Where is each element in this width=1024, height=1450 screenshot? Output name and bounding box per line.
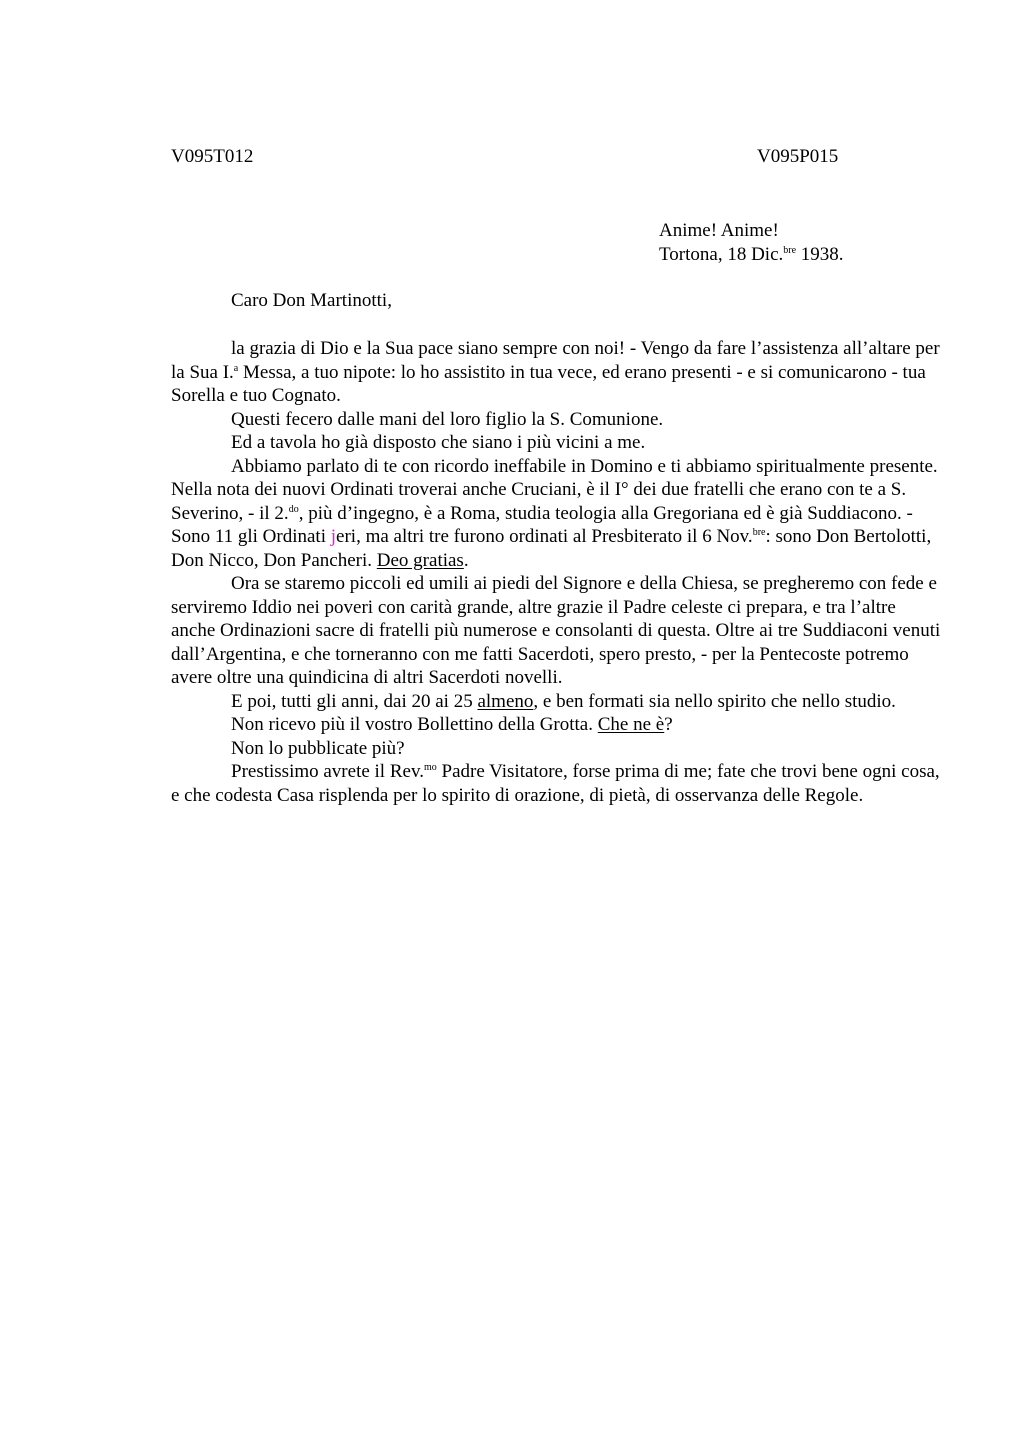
superscript: mo — [423, 762, 437, 773]
paragraph-8: Non lo pubblicate più? — [231, 737, 405, 759]
letter-body — [171, 337, 941, 807]
document-code-left: V095T012 — [171, 146, 254, 167]
dateline — [659, 219, 844, 267]
highlighted-letter: j — [330, 526, 337, 547]
underlined-phrase: Che ne è — [597, 714, 665, 735]
paragraph-4: Abbiamo parlato di te con ricordo ineffabile in Domino e ti abbiamo spiritualmente presente. Nella nota dei nuovi Ordinati troverai anche Cruciani, è il I° dei due fratelli che erano con te a S. Severino, - il 2.$^{do}$, più d’ingegno, è a Roma, studia teologia alla Gregoriana ed è già Suddiacono. - Sono 11 gli Ordinati jeri, ma altri tre furono ordinati al Presbiterato il 6 Nov.$^{bre}$: sono Don Bertolotti, Don Nicco, Don Pancheri. Deo gratias. — [171, 455, 938, 571]
paragraph-1: la grazia di Dio e la Sua pace siano sempre con noi! - Vengo da fare l’assistenza all’altare per la Sua I.$^a$ Messa, a tuo nipote: lo ho assistito in tua vece, ed erano presenti - e si comunicarono - tua Sorella e tuo Cognato. — [171, 338, 940, 406]
place-date-text: Tortona, 18 Dic. — [659, 244, 784, 265]
paragraph-5: Ora se staremo piccoli ed umili ai piedi del Signore e della Chiesa, se pregheremo con fede e serviremo Iddio nei poveri con carità grande, altre grazie il Padre celeste ci prepara, e tra l’altre anche Ordinazioni sacre di fratelli più numerose e consolanti di questa. Oltre ai tre Suddiaconi venuti dall’Argentina, e che torneranno con me fatti Sacerdoti, spero presto, - per la Pentecoste potremo avere oltre una quindicina di altri Sacerdoti novelli. — [171, 573, 941, 688]
superscript: a — [233, 362, 239, 374]
month-superscript: bre — [783, 245, 797, 256]
paragraph-3: Ed a tavola ho già disposto che siano i più vicini a me. — [231, 432, 646, 453]
place-date — [659, 243, 844, 267]
superscript: bre — [752, 527, 766, 538]
underlined-phrase: Deo gratias — [376, 549, 464, 571]
paragraph-7: Non ricevo più il vostro Bollettino della Grotta. Che ne è? — [231, 714, 673, 735]
paragraph-6: E poi, tutti gli anni, dai 20 ai 25 almeno, e ben formati sia nello spirito che nello studio. — [231, 690, 896, 712]
motto: Anime! Anime! — [659, 220, 779, 241]
paragraph-9: Prestissimo avrete il Rev.$^{mo}$ Padre Visitatore, forse prima di me; fate che trovi bene ogni cosa, e che codesta Casa risplenda per lo spirito di orazione, di pietà, di osservanza delle Regole. — [171, 761, 940, 806]
year-text: 1938. — [796, 244, 844, 265]
superscript: do — [288, 503, 299, 515]
paragraph-2: Questi fecero dalle mani del loro figlio la S. Comunione. — [231, 408, 664, 430]
document-code-right: V095P015 — [757, 146, 839, 167]
underlined-phrase: almeno — [477, 690, 534, 712]
salutation: Caro Don Martinotti, — [231, 290, 392, 311]
